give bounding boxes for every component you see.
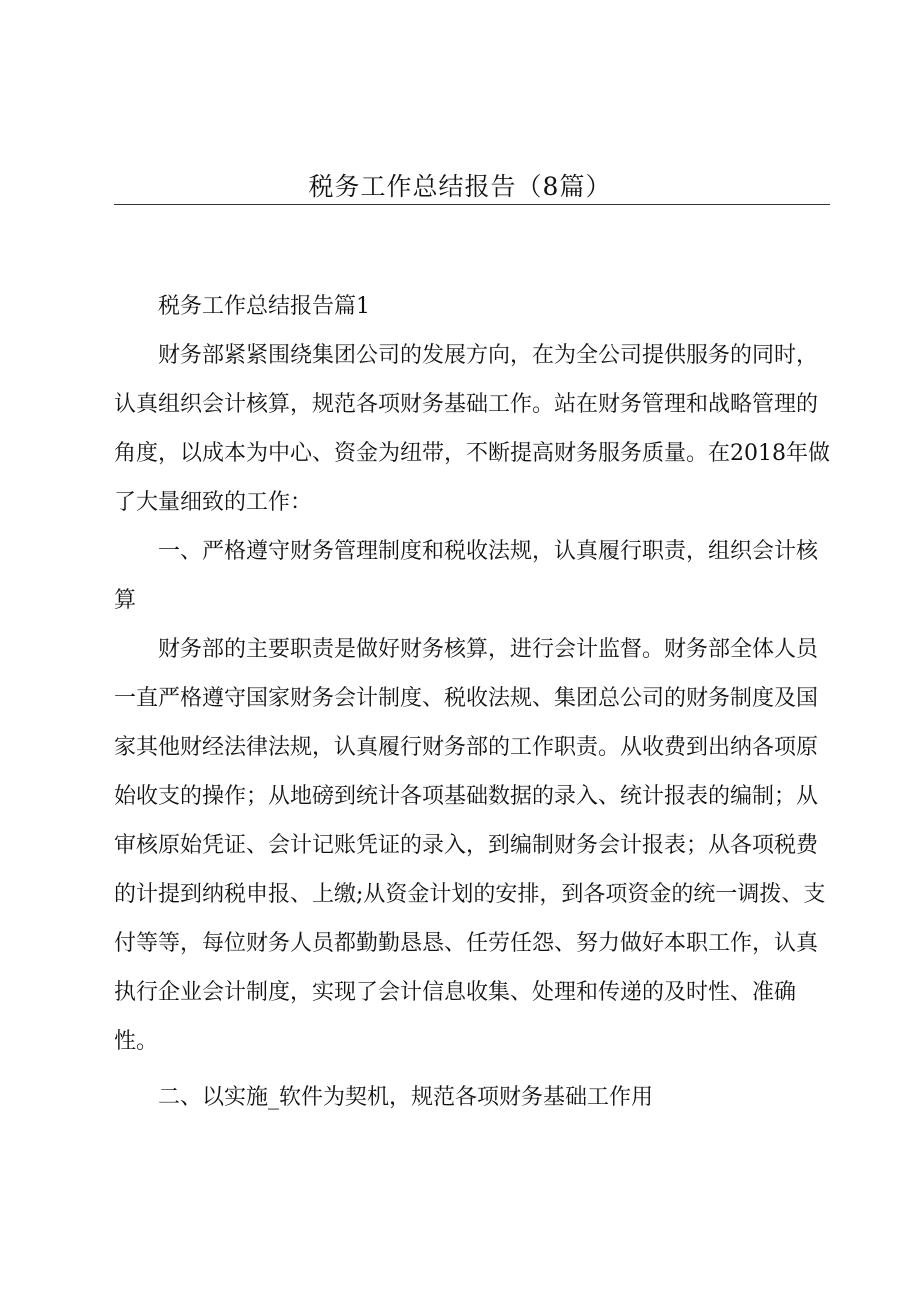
paragraph-intro: 财务部紧紧围绕集团公司的发展方向，在为全公司提供服务的同时，认真组织会计核算，规范各项财务基础工作。站在财务管理和战略管理的角度，以成本为中心、资金为纽带，不断提高财务服务质量。在2018年做了大量细致的工作：	[114, 343, 830, 515]
document-body	[114, 282, 836, 1122]
heading-item-2: 二、以实施_软件为契机，规范各项财务基础工作用	[158, 1085, 654, 1110]
heading-item-1: 一、严格遵守财务管理制度和税收法规，认真履行职责，组织会计核算	[114, 539, 819, 613]
section-heading: 税务工作总结报告篇1	[158, 294, 370, 319]
title-underline	[114, 204, 830, 205]
document-title: 税务工作总结报告（8篇）	[308, 172, 612, 201]
paragraph-duties: 财务部的主要职责是做好财务核算，进行会计监督。财务部全体人员一直严格遵守国家财务会计制度、税收法规、集团总公司的财务制度及国家其他财经法律法规，认真履行财务部的工作职责。从收费到出纳各项原始收支的操作；从地磅到统计各项基础数据的录入、统计报表的编制；从审核原始凭证、会计记账凭证的录入，到编制财务会计报表；从各项税费的计提到纳税申报、上缴;从资金计划的安排，到各项资金的统一调拨、支付等等，每位财务人员都勤勤恳恳、任劳任怨、努力做好本职工作，认真执行企业会计制度，实现了会计信息收集、处理和传递的及时性、准确性。	[114, 637, 826, 1054]
